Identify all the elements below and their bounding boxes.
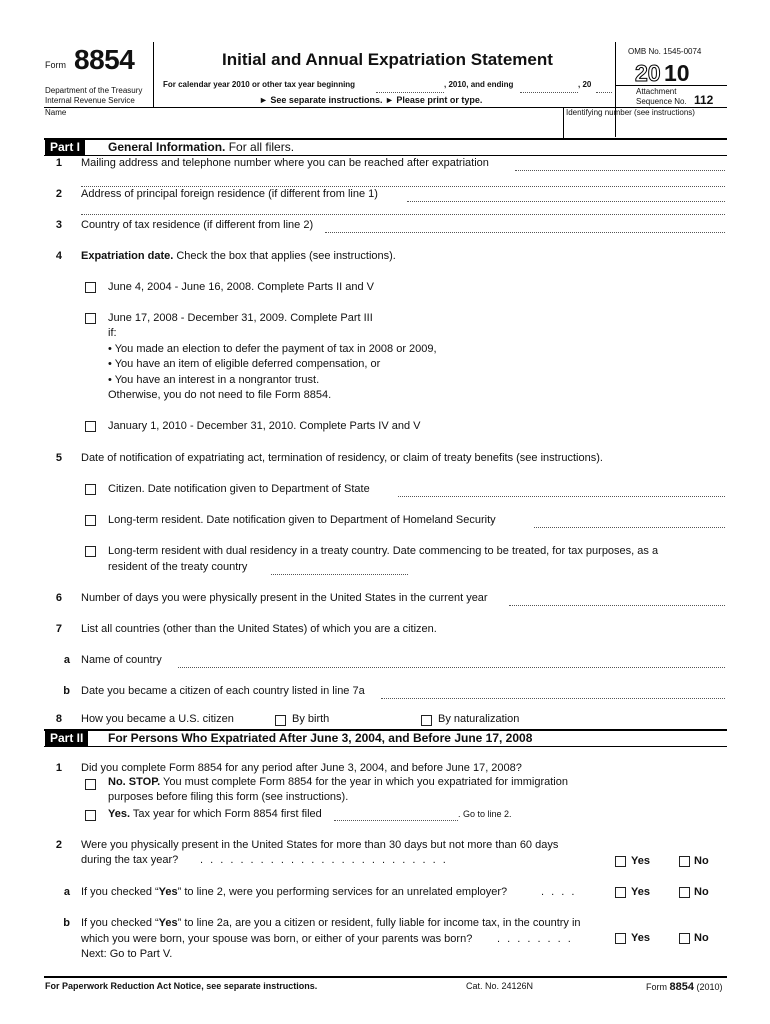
dept-line-1: Department of the Treasury	[45, 86, 143, 95]
part1-title-rest: For all filers.	[225, 140, 295, 154]
line4-opt3-label: January 1, 2010 - December 31, 2010. Complete Parts IV and V	[108, 420, 421, 432]
line5-opt1-label: Citizen. Date notification given to Department of State	[108, 483, 370, 495]
dept-line-2: Internal Revenue Service	[45, 96, 135, 105]
part1-label: Part I	[45, 139, 85, 155]
q2a-yes-label: Yes	[631, 886, 650, 898]
line7b-number: b	[63, 685, 70, 697]
year-outline: 20	[635, 60, 661, 86]
line4-opt2-a: June 17, 2008 - December 31, 2009. Complete Part III	[108, 312, 373, 324]
footer-cat-no: Cat. No. 24126N	[466, 981, 534, 991]
line3-number: 3	[55, 219, 62, 231]
footer-form-year: (2010)	[696, 982, 723, 992]
q1-no-rest-2: purposes before filing this form (see instructions).	[108, 791, 349, 803]
line1-field-a[interactable]	[515, 170, 725, 171]
checkbox-by-naturalization[interactable]	[421, 715, 432, 726]
q2-yes-label: Yes	[631, 855, 650, 867]
checkbox-q1-no[interactable]	[85, 779, 96, 790]
q2b-pre: If you checked “	[81, 917, 159, 929]
q2b-yes-label: Yes	[631, 932, 650, 944]
calendar-text-1: For calendar year 2010 or other tax year beginning	[163, 80, 356, 89]
line7a-field[interactable]	[178, 667, 725, 668]
line4-label	[81, 250, 396, 262]
line7b-label: Date you became a citizen of each country listed in line 7a	[81, 685, 365, 697]
attachment-label: Attachment	[636, 87, 677, 96]
by-birth-label: By birth	[292, 713, 330, 725]
checkbox-q1-yes[interactable]	[85, 810, 96, 821]
line7-label: List all countries (other than the United States) of which you are a citizen.	[81, 623, 437, 635]
id-label: Identifying number (see instructions)	[566, 108, 695, 117]
checkbox-q2a-no[interactable]	[679, 887, 690, 898]
name-field[interactable]	[46, 118, 558, 136]
line7a-label: Name of country	[81, 654, 162, 666]
name-label: Name	[45, 108, 67, 117]
line2-field-b[interactable]	[81, 214, 725, 215]
footer-form-number: 8854	[669, 981, 694, 993]
line6-number: 6	[55, 592, 62, 604]
q2a-number: a	[63, 886, 70, 898]
line4-opt2-d: • You have an item of eligible deferred compensation, or	[108, 358, 381, 370]
q2a-label	[81, 886, 507, 898]
line8-number: 8	[55, 713, 62, 725]
line5-opt3-field[interactable]	[271, 574, 408, 575]
checkbox-q2b-yes[interactable]	[615, 933, 626, 944]
checkbox-q2-yes[interactable]	[615, 856, 626, 867]
q1-yes-rest: Tax year for which Form 8854 first filed	[130, 808, 322, 820]
checkbox-by-birth[interactable]	[275, 715, 286, 726]
part1-title	[108, 140, 294, 154]
calendar-text-3: , 20	[578, 80, 592, 89]
line4-opt2-e: • You have an interest in a nongrantor trust.	[108, 374, 320, 386]
q2b-yes-ref: Yes	[158, 917, 178, 929]
line1-field-b[interactable]	[81, 186, 725, 187]
line4-number: 4	[55, 250, 62, 262]
line1-label: Mailing address and telephone number where you can be reached after expatriation	[81, 157, 489, 169]
line8-label: How you became a U.S. citizen	[81, 713, 234, 725]
q2b-dots: . . . . . . . .	[497, 933, 573, 945]
line4-rest: Check the box that applies (see instructions).	[173, 250, 396, 262]
q2b-number: b	[63, 917, 70, 929]
q1-label: Did you complete Form 8854 for any period after June 3, 2004, and before June 17, 2008?	[81, 762, 522, 774]
q2a-no-label: No	[694, 886, 709, 898]
checkbox-q2b-no[interactable]	[679, 933, 690, 944]
form-title: Initial and Annual Expatriation Statement	[222, 50, 553, 69]
line4-opt2-f: Otherwise, you do not need to file Form 8854.	[108, 389, 332, 401]
line1-number: 1	[55, 157, 62, 169]
q2b-label	[81, 917, 581, 929]
part1-title-bold: General Information.	[108, 140, 226, 154]
checkbox-q2a-yes[interactable]	[615, 887, 626, 898]
line5-label: Date of notification of expatriating act, termination of residency, or claim of treaty benefits (see instructions).	[81, 452, 603, 464]
line3-field[interactable]	[325, 232, 725, 233]
calendar-text-2: , 2010, and ending	[444, 80, 514, 89]
line7a-number: a	[63, 654, 70, 666]
q1-yes-bold: Yes.	[108, 808, 131, 820]
line4-opt2-b: if:	[108, 327, 117, 339]
checkbox-line4-opt2[interactable]	[85, 313, 96, 324]
q1-yes-field[interactable]	[334, 820, 458, 821]
q1-yes-text	[108, 808, 322, 820]
q2b-no-label: No	[694, 932, 709, 944]
q1-no-text	[108, 776, 568, 788]
footer-form	[646, 981, 723, 993]
line2-field-a[interactable]	[407, 201, 725, 202]
q2a-yes-ref: Yes	[158, 886, 178, 898]
line4-bold: Expatriation date.	[81, 250, 174, 262]
part2-title: For Persons Who Expatriated After June 3, 2004, and Before June 17, 2008	[108, 731, 533, 745]
line5-opt3-b: resident of the treaty country	[108, 561, 248, 573]
line4-opt1-label: June 4, 2004 - June 16, 2008. Complete Parts II and V	[108, 281, 375, 293]
by-naturalization-label: By naturalization	[438, 713, 520, 725]
line6-label: Number of days you were physically present in the United States in the current year	[81, 592, 488, 604]
sequence-label: Sequence No.	[636, 97, 687, 106]
form-number: 8854	[74, 44, 135, 75]
q1-number: 1	[55, 762, 62, 774]
checkbox-line5-citizen[interactable]	[85, 484, 96, 495]
line7b-field[interactable]	[381, 698, 725, 699]
line7-number: 7	[55, 623, 62, 635]
line2-number: 2	[55, 188, 62, 200]
omb-number: OMB No. 1545-0074	[628, 47, 702, 56]
form-word: Form	[45, 60, 66, 70]
q2b-post: ” to line 2a, are you a citizen or resident, fully liable for income tax, in the country in	[177, 917, 581, 929]
q1-no-rest: You must complete Form 8854 for the year in which you expatriated for immigration	[160, 776, 568, 788]
line5-opt2-label: Long-term resident. Date notification given to Department of Homeland Security	[108, 514, 496, 526]
checkbox-line4-opt3[interactable]	[85, 421, 96, 432]
q2-no-label: No	[694, 855, 709, 867]
q2a-post: ” to line 2, were you performing services for an unrelated employer?	[177, 886, 508, 898]
line5-opt1-field[interactable]	[398, 496, 725, 497]
q2b-line-2: which you were born, your spouse was born, or either of your parents was born?	[81, 933, 473, 945]
line2-label: Address of principal foreign residence (if different from line 1)	[81, 188, 378, 200]
checkbox-q2-no[interactable]	[679, 856, 690, 867]
line4-opt2-c: • You made an election to defer the payment of tax in 2008 or 2009,	[108, 343, 437, 355]
q1-no-bold: No. STOP.	[108, 776, 161, 788]
checkbox-line5-ltr[interactable]	[85, 515, 96, 526]
q2-line-b: during the tax year?	[81, 854, 179, 866]
checkbox-line4-opt1[interactable]	[85, 282, 96, 293]
q2-dots: . . . . . . . . . . . . . . . . . . . . . . . . .	[200, 854, 448, 866]
instructions-note: ► See separate instructions. ► Please print or type.	[259, 95, 483, 105]
line5-number: 5	[55, 452, 62, 464]
line5-opt3-a: Long-term resident with dual residency in a treaty country. Date commencing to be treated, for tax purposes, as a	[108, 545, 659, 557]
q2a-pre: If you checked “	[81, 886, 159, 898]
footer-notice: For Paperwork Reduction Act Notice, see separate instructions.	[45, 981, 318, 991]
line3-label: Country of tax residence (if different from line 2)	[81, 219, 314, 231]
footer-form-word: Form	[646, 982, 667, 992]
line5-opt2-field[interactable]	[534, 527, 725, 528]
identifying-number-field[interactable]	[566, 120, 724, 136]
q2a-dots: . . . .	[541, 886, 577, 898]
year-bold: 10	[664, 60, 690, 86]
sequence-number: 112	[694, 93, 714, 107]
checkbox-line5-dual[interactable]	[85, 546, 96, 557]
part2-label: Part II	[45, 730, 88, 746]
q1-goto: . Go to line 2.	[458, 809, 512, 819]
q2-line-a: Were you physically present in the United States for more than 30 days but not more than 60 days	[81, 839, 559, 851]
q2-number: 2	[55, 839, 62, 851]
line6-field[interactable]	[509, 605, 725, 606]
q2b-line-3: Next: Go to Part V.	[81, 948, 173, 960]
